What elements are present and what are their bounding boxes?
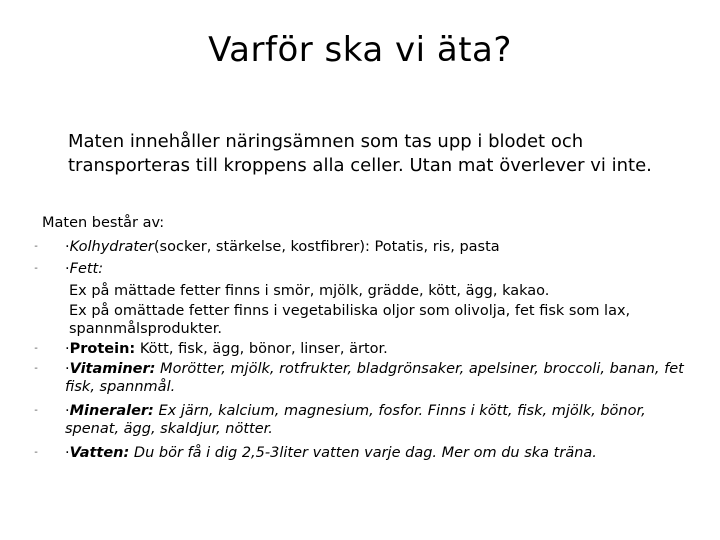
list-item-protein — [34, 338, 702, 360]
item-lead-dot: · — [65, 445, 70, 461]
item-term: Protein: — [69, 341, 136, 357]
slide-title: Varför ska vi äta? — [208, 30, 512, 70]
item-lead-dot: · — [65, 239, 70, 255]
food-content-list — [34, 212, 702, 464]
bullet-marker: - — [34, 405, 38, 416]
item-text: Kött, fisk, ägg, bönor, linser, ärtor. — [135, 341, 388, 357]
item-term: Vatten: — [69, 445, 130, 461]
item-lead-dot: · — [65, 341, 70, 357]
item-text: Ex järn, kalcium, magnesium, fosfor. Finns i kött, fisk, mjölk, bönor, spenat, ägg, skaldjur, nötter. — [65, 403, 646, 437]
list-item-fett — [34, 258, 702, 338]
list-item-mineraler — [34, 402, 702, 438]
list-item-vitaminer — [34, 360, 702, 396]
bullet-marker: - — [34, 263, 38, 274]
fett-subline-saturated: Ex på mättade fetter finns i smör, mjölk, grädde, kött, ägg, kakao. — [69, 283, 550, 299]
bullet-marker: - — [34, 343, 38, 354]
item-term: Mineraler: — [69, 403, 154, 419]
list-item-kolhydrater — [34, 236, 702, 258]
fett-subline-unsaturated: Ex på omättade fetter finns i vegetabiliska oljor som olivolja, fet fisk som lax, spannmålsprodukter. — [69, 303, 631, 337]
bullet-marker: - — [34, 241, 38, 252]
item-lead-dot: · — [65, 261, 70, 277]
item-lead-dot: · — [65, 361, 70, 377]
bullet-marker: - — [34, 447, 38, 458]
item-text: (socker, stärkelse, kostfibrer): Potatis, ris, pasta — [153, 239, 500, 255]
item-term: Kolhydrater — [69, 239, 154, 255]
item-text: Morötter, mjölk, rotfrukter, bladgrönsaker, apelsiner, broccoli, banan, fet fisk, spannmål. — [65, 361, 684, 395]
bullet-marker: - — [34, 363, 38, 374]
list-heading: Maten består av: — [42, 215, 165, 231]
item-term: Fett: — [69, 261, 104, 277]
item-term: Vitaminer: — [69, 361, 156, 377]
item-lead-dot: · — [65, 403, 70, 419]
item-text: Du bör få i dig 2,5-3liter vatten varje dag. Mer om du ska träna. — [129, 445, 597, 461]
list-item-vatten — [34, 442, 702, 464]
intro-paragraph: Maten innehåller näringsämnen som tas upp i blodet och transporteras till kroppens alla celler. Utan mat överlever vi inte. — [68, 131, 652, 176]
